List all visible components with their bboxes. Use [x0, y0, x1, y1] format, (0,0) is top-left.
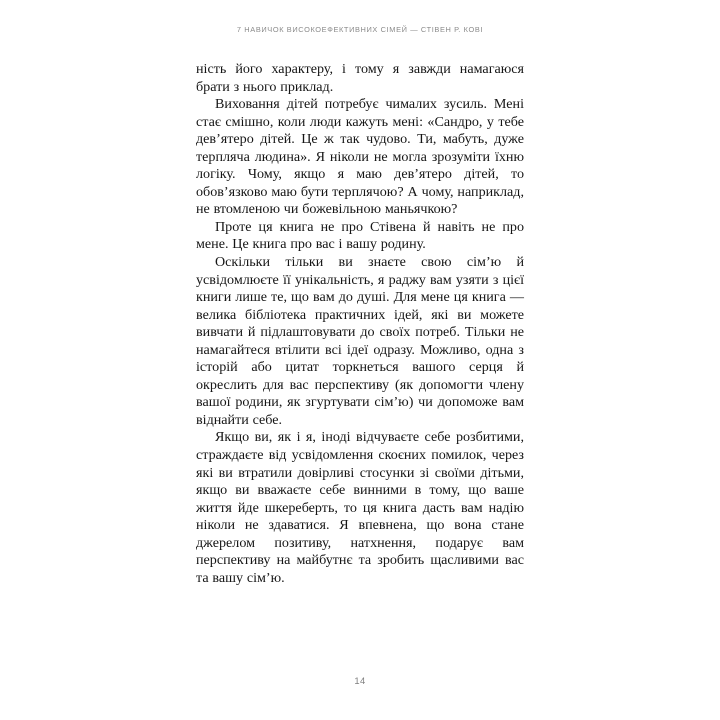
paragraph: ність його характеру, і тому я завжди намагаюся брати з нього приклад. [196, 61, 524, 95]
paragraph: Оскільки тільки ви знаєте свою сім’ю й усвідомлюєте її унікальність, я раджу вам узяти з цієї книги лише те, що вам до душі. Для мене ця книга — велика бібліотека практичних ідей, які ви можете вивчати й підлаштовувати до своїх потреб. Тільки не намагайтеся втілити всі ідеї одразу. Можливо, одна з історій або цитат торкнеться вашого серця й окреслить для вас перспективу (як допомогти члену вашої родини, як згуртувати сім’ю) чи допоможе вам віднайти себе. [196, 254, 524, 428]
running-head: 7 НАВИЧОК ВИСОКОЕФЕКТИВНИХ СІМЕЙ — СТІВЕН Р. КОВІ [236, 25, 484, 34]
paragraph: Виховання дітей потребує чималих зусиль. Мені стає смішно, коли люди кажуть мені: «Сандро, у тебе дев’ятеро дітей. Це ж так чудово. Ти, мабуть, дуже терпляча людина». Я ніколи не могла зрозуміти їхню логіку. Чому, якщо я маю дев’ятеро дітей, то обов’язково маю бути терплячою? А чому, наприклад, не втомленою чи божевільною маньячкою? [196, 96, 524, 218]
page-number: 14 [354, 675, 366, 686]
body-text-block [196, 61, 524, 587]
paragraph: Проте ця книга не про Стівена й навіть не про мене. Це книга про вас і вашу родину. [196, 218, 524, 253]
paragraph: Якщо ви, як і я, іноді відчуваєте себе розбитими, страждаєте від усвідомлення скоєних помилок, через які ви втратили довірливі стосунки зі своїми дітьми, якщо ви вважаєте себе винними в тому, що ваше життя йде шкереберть, то ця книга дасть вам надію ніколи не здаватися. Я впевнена, що вона стане джерелом позитиву, натхнення, подарує вам перспективу на майбутнє та зробить щасливими вас та вашу сім’ю. [196, 429, 524, 586]
